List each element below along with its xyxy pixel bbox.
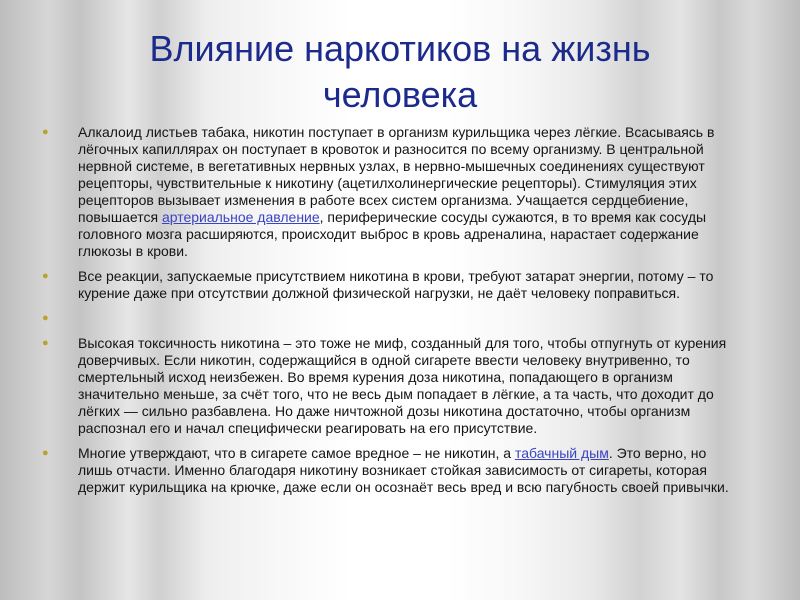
paragraph-text: Все реакции, запускаемые присутствием никотина в крови, требуют затарат энергии, потому – то курение даже при отсутствии должной физической нагрузки, не даёт человеку поправиться. — [78, 268, 714, 301]
paragraph-text: Алкалоид листьев табака, никотин поступает в организм курильщика через лёгкие. Всасываясь в лёгочных капиллярах он поступает в кровоток и разносится по всему организму. В центральной нервной системе, в вегетативных нервных узлах, в нервно-мышечных соединениях существуют рецепторы, чувствительные к никотину (ацетилхолинергические рецепторы). Стимуляция этих рецепторов вызывает изменения в работе всех систем организма. Учащается сердцебиение, повышается — [78, 124, 715, 225]
paragraph-text: Высокая токсичность никотина – это тоже не миф, созданный для того, чтобы отпугнуть от курения доверчивых. Если никотин, содержащийся в одной сигарете ввести человеку внутривенно, то смертельный исход неизбежен. Во время курения доза никотина, попадающего в организм значительно меньше, за счёт того, что не весь дым попадает в лёгкие, а та часть, что доходит до лёгких — сильно разбавлена. Но даже ничтожной дозы никотина достаточно, чтобы организм распознал его и начал специфически реагировать на его присутствие. — [78, 335, 727, 436]
list-item — [42, 335, 732, 437]
paragraph-text: . Это верно, но лишь отчасти. Именно благодаря никотину возникает стойкая зависимость от сигареты, которая держит курильщика на крючке, даже если он осознаёт весь вред и всю пагубность своей привычки. — [78, 445, 729, 495]
bullet-icon: ● — [42, 447, 49, 459]
tobacco-smoke-link[interactable]: табачный дым — [514, 445, 609, 461]
paragraph-text: Многие утверждают, что в сигарете самое вредное – не никотин, а — [78, 445, 515, 461]
slide-title-line2: человека — [322, 74, 478, 115]
list-item-empty — [42, 310, 732, 327]
list-item — [42, 445, 732, 496]
blood-pressure-link[interactable]: артериальное давление — [161, 209, 320, 225]
bullet-icon: ● — [42, 312, 49, 324]
slide-title-line1: Влияние наркотиков на жизнь — [149, 28, 651, 69]
bullet-list — [42, 124, 732, 504]
slide-title — [70, 26, 730, 118]
bullet-icon: ● — [42, 270, 49, 282]
list-item — [42, 268, 732, 302]
list-item — [42, 124, 732, 260]
paragraph-text: , периферические сосуды сужаются, в то время как сосуды головного мозга расширяются, происходит выброс в кровь адреналина, нарастает содержание глюкозы в крови. — [78, 209, 707, 259]
bullet-icon: ● — [42, 126, 49, 138]
bullet-icon: ● — [42, 337, 49, 349]
